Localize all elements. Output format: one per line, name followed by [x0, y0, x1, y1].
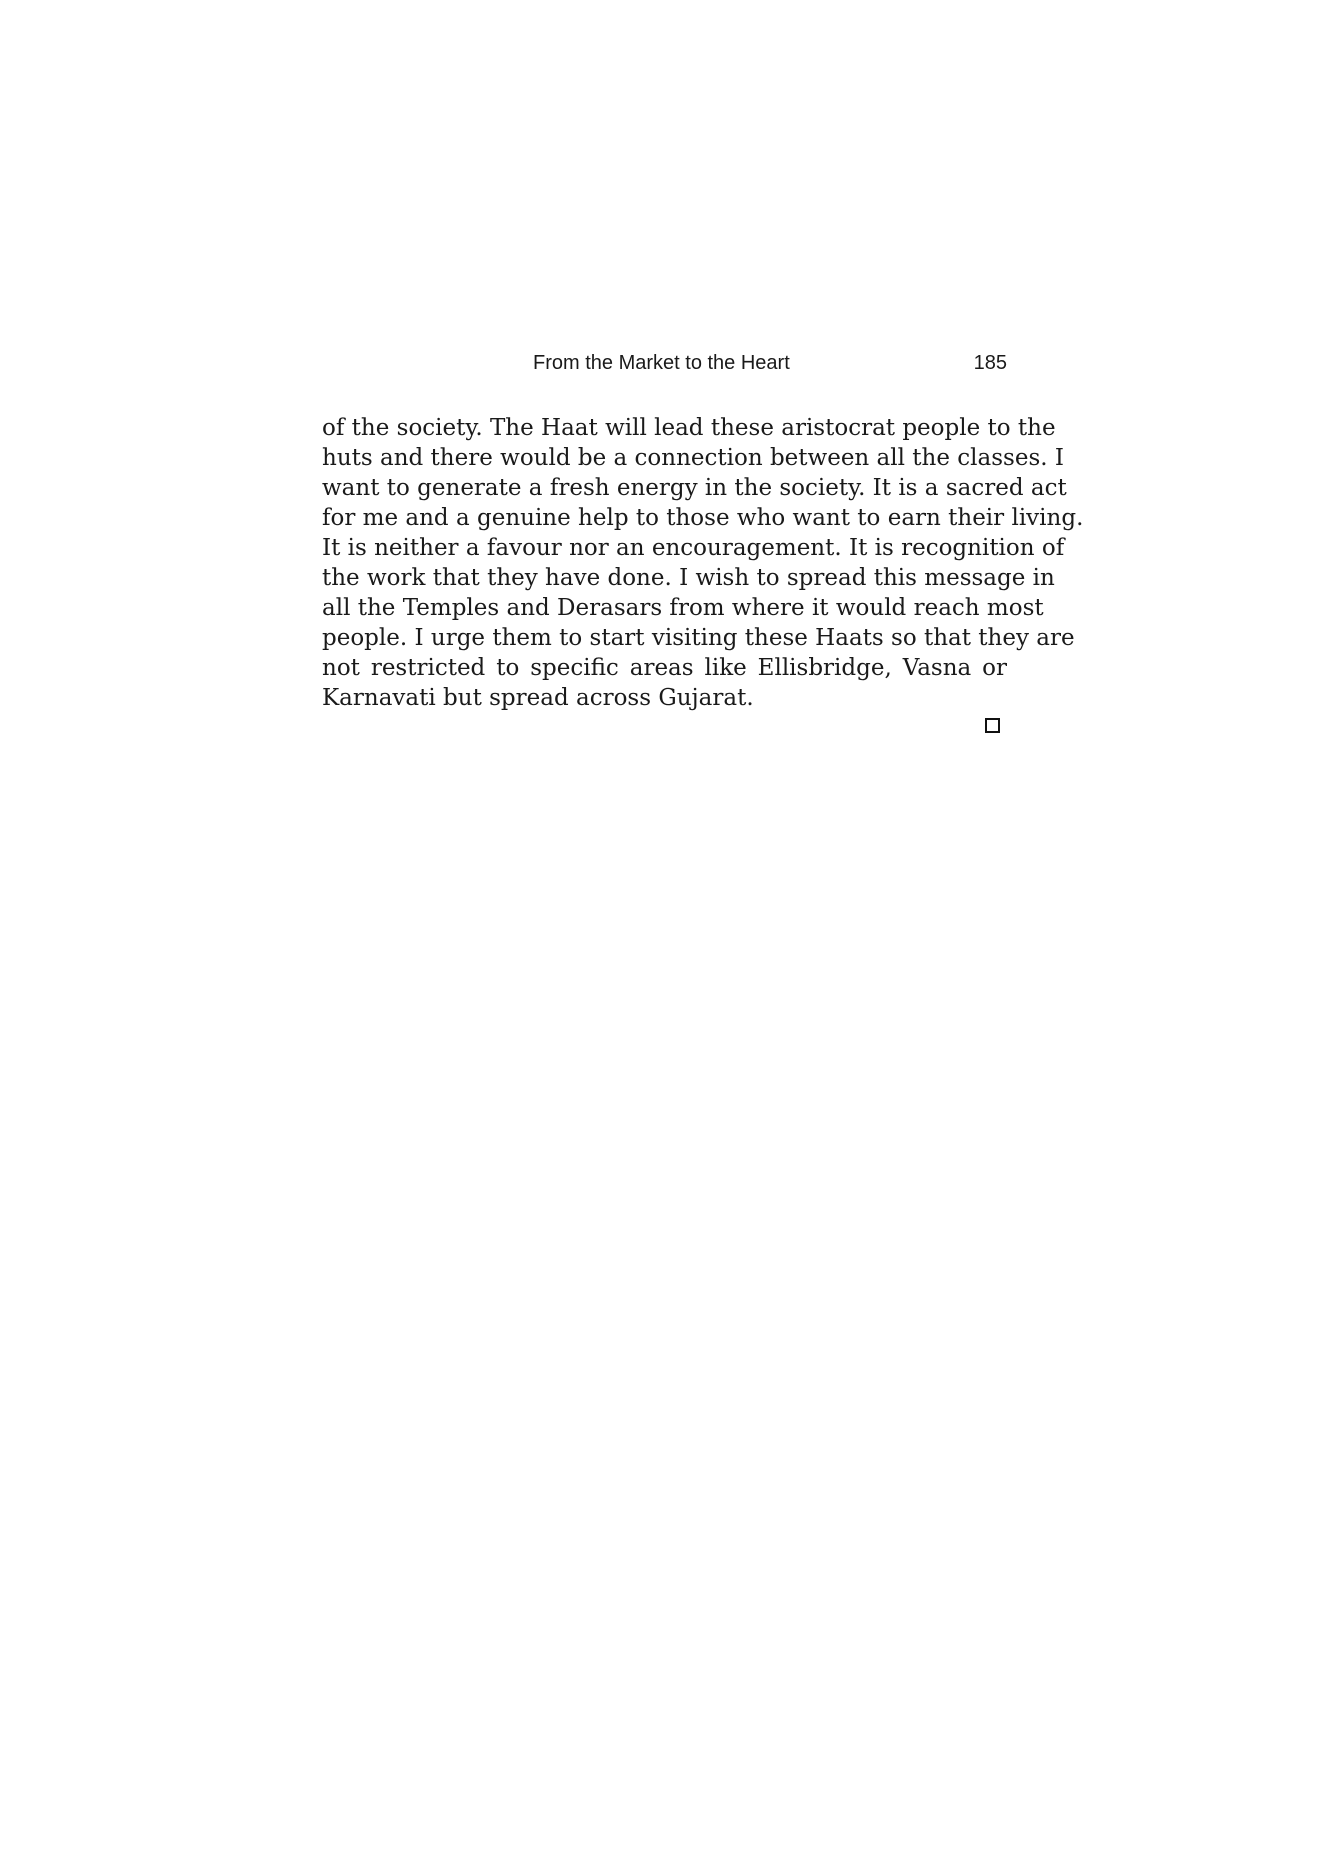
- text-line: all the Temples and Derasars from where it would reach most: [322, 595, 1044, 621]
- page-number: 185: [973, 352, 1007, 374]
- text-line: It is neither a favour nor an encouragement. It is recognition of: [322, 535, 1065, 561]
- text-line: Karnavati but spread across Gujarat.: [322, 685, 754, 711]
- text-line: huts and there would be a connection between all the classes. I: [322, 445, 1064, 471]
- text-line: the work that they have done. I wish to spread this message in: [322, 565, 1055, 591]
- text-line: not restricted to specific areas like Ellisbridge, Vasna or: [322, 655, 1007, 681]
- running-head: [322, 352, 1007, 380]
- body-paragraph: [322, 413, 1084, 713]
- text-line: for me and a genuine help to those who want to earn their living.: [322, 505, 1084, 531]
- text-line: people. I urge them to start visiting these Haats so that they are: [322, 625, 1075, 651]
- end-of-article-square-icon: [985, 718, 1000, 733]
- running-title: From the Market to the Heart: [533, 352, 790, 374]
- text-line: of the society. The Haat will lead these aristocrat people to the: [322, 415, 1056, 441]
- text-line: want to generate a fresh energy in the society. It is a sacred act: [322, 475, 1067, 501]
